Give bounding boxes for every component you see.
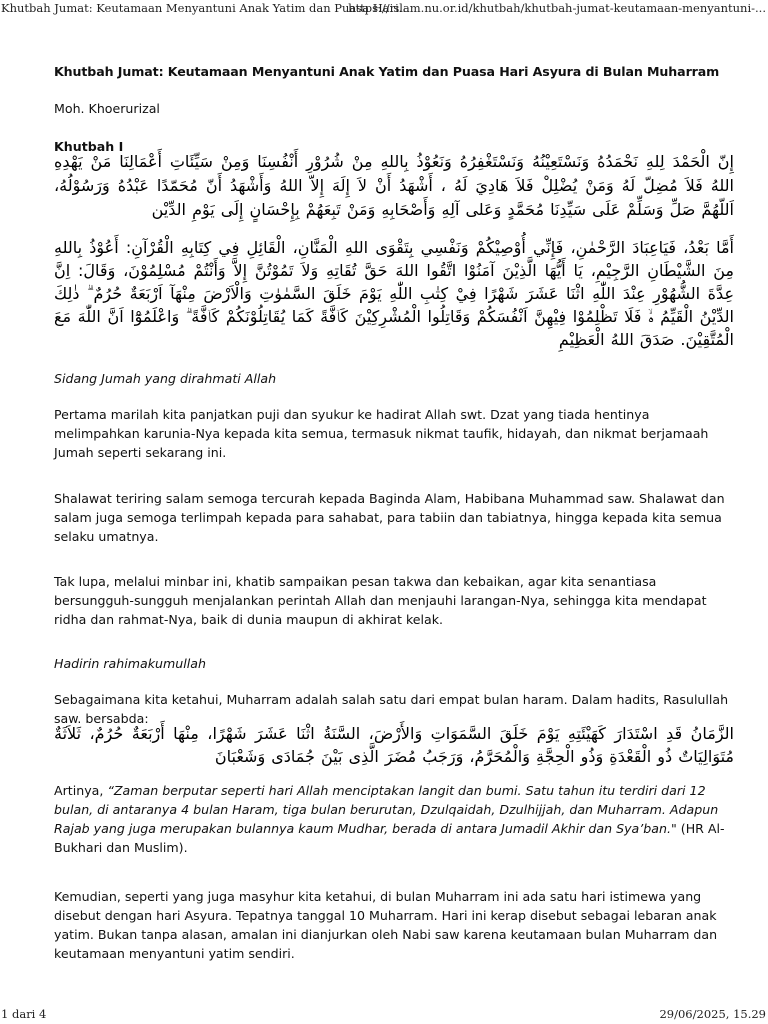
translation-lead: Artinya, [54,783,108,798]
article [54,62,734,963]
paragraph-4: Sebagaimana kita ketahui, Muharram adalah salah satu dari empat bulan haram. Dalam hadits, Rasulullah saw. bersabda: [54,692,729,726]
article-title: Khutbah Jumat: Keutamaan Menyantuni Anak Yatim dan Puasa Hari Asyura di Bulan Muharram [54,64,720,79]
print-header [0,0,768,18]
translation-paragraph [54,781,734,857]
section-heading: Khutbah I [54,139,124,154]
subheading-hadirin: Hadirin rahimakumullah [54,656,206,671]
article-author: Moh. Khoerurizal [54,101,160,116]
subheading-sidang-jumah: Sidang Jumah yang dirahmati Allah [54,371,277,386]
page-number: 1 dari 4 [1,1007,47,1021]
print-header-page-title: Khutbah Jumat: Keutamaan Menyantuni Anak Yatim dan Puasa Hari... [1,1,410,15]
paragraph-5: Kemudian, seperti yang juga masyhur kita ketahui, di bulan Muharram ini ada satu hari istimewa yang disebut dengan hari Asyura. Tepatnya tanggal 10 Muharram. Hari ini kerap disebut sebagai lebaran anak yatim. Bukan tanpa alasan, amalan ini dianjurkan oleh Nabi saw karena keutamaan bulan Muharram dan keutamaan menyantuni yatim sendiri. [54,889,718,961]
print-header-url: https://islam.nu.or.id/khutbah/khutbah-jumat-keutamaan-menyantuni-... [348,1,766,15]
paragraph-1: Pertama marilah kita panjatkan puji dan syukur ke hadirat Allah swt. Dzat yang tiada hentinya melimpahkan karunia-Nya kepada kita semua, termasuk nikmat taufik, hidayah, dan nikmat berjamaah Jumah seperti sekarang ini. [54,407,709,460]
paragraph-3: Tak lupa, melalui minbar ini, khatib sampaikan pesan takwa dan kebaikan, agar kita senantiasa bersungguh-sungguh menjalankan perintah Allah dan menjauhi larangan-Nya, sehingga kita mendapat ridha dan rahmat-Nya, baik di dunia maupun di akhirat kelak. [54,574,707,627]
arabic-opening-text: إِنّ الْحَمْدَ لِلهِ نَحْمَدُهُ وَنَسْتَعِيْنُهُ وَنَسْتَغْفِرُهُ وَنَعُوْذُ بِاللهِ مِنْ شُرُوْرِ أَنْفُسِنَا وَمِنْ سَيِّئَاتِ أَعْمَالِنَا مَنْ يَهْدِهِ اللهُ فَلاَ مُضِلّ لَهُ وَمَنْ يُضْلِلْ فَلاَ هَادِيَ لَهُ ، أَشْهَدُ أَنْ لاَ إِلَهَ إِلاّ اللهُ وَأَشْهَدُ أَنّ مُحَمّدًا عَبْدُهُ وَرَسُوْلُهُ، اَللّهُمَّ صَلِّ وَسَلِّمْ عَلَى سَيِّدِنَا مُحَمَّدٍ وَعَلى آلِهِ وَأَصْحَابِهِ وَمَنْ تَبِعَهُمْ بِإِحْسَانٍ إِلَى يَوْمِ الدِّيْن [54,152,734,219]
arabic-hadith-text: الزَّمَانُ قَدِ اسْتَدَارَ كَهَيْئَتِهِ يَوْمَ خَلَقَ السَّمَوَاتِ وَالأَرْضَ، السَّنَةُ اثْنَا عَشَرَ شَهْرًا، مِنْهَا أَرْبَعَةٌ حُرُمٌ، ثَلاَثَةٌ مُتَوَالِيَاتٌ ذُو الْقَعْدَةِ وَذُو الْحِجَّةِ وَالْمُحَرَّمُ، وَرَجَبُ مُضَرَ الَّذِى بَيْنَ جُمَادَى وَشَعْبَانَ [54,724,734,766]
translation-source: (HR Al-Bukhari dan Muslim). [54,821,725,855]
print-timestamp: 29/06/2025, 15.29 [659,1007,766,1021]
paragraph-2: Shalawat teriring salam semoga tercurah kepada Baginda Alam, Habibana Muhammad saw. Shalawat dan salam juga semoga terlimpah kepada para sahabat, para tabiin dan tabiatnya, hingga kepada kita semua selaku umatnya. [54,491,725,544]
print-footer [0,1006,768,1024]
arabic-amma-badu-text: أَمَّا بَعْدُ، فَيَاعِبَادَ الرَّحْمٰنِ، فَإِنِّي أُوْصِيْكُمْ وَنَفْسِي بِتَقْوَى اللهِ الْمَنَّانِ، الْقَائِلِ فِي كِتَابِهِ الْقُرْآنِ: أَعُوْذُ بِاللهِ مِنَ الشَّيْطَانِ الرَّجِيْمِ، يَا أَيُّهَا الَّذِيْنَ آمَنُوْا اتَّقُوا اللهَ حَقَّ تُقَاتِهِ وَلاَ تَمُوْتُنَّ إِلاَّ وَأَنْتُمْ مُسْلِمُوْنَ، وَقَالَ: اِنَّ عِدَّةَ الشُّهُوْرِ عِنْدَ اللّٰهِ اثْنَا عَشَرَ شَهْرًا فِيْ كِتٰبِ اللّٰهِ يَوْمَ خَلَقَ السَّمٰوٰتِ وَالْاَرْضَ مِنْهَآ اَرْبَعَةٌ حُرُمٌ ۗ ذٰلِكَ الدِّيْنُ الْقَيِّمُ ەۙ فَلَا تَظْلِمُوْا فِيْهِنَّ اَنْفُسَكُمْ وَقَاتِلُوا الْمُشْرِكِيْنَ كَاۤفَّةً كَمَا يُقَاتِلُوْنَكُمْ كَاۤفَّةً ۗ وَاعْلَمُوْٓا اَنَّ اللّٰهَ مَعَ الْمُتَّقِيْنَ. صَدَقَ اللهُ الْعَظِيْمِ [54,238,734,349]
translation-quote: “Zaman berputar seperti hari Allah menciptakan langit dan bumi. Satu tahun itu terdiri dari 12 bulan, di antaranya 4 bulan Haram, tiga bulan berurutan, Dzulqaidah, Dzulhijjah, dan Muharram. Adapun Rajab yang juga merupakan bulannya kaum Mudhar, berada di antara Jumadil Akhir dan Sya’ban." [54,783,719,836]
